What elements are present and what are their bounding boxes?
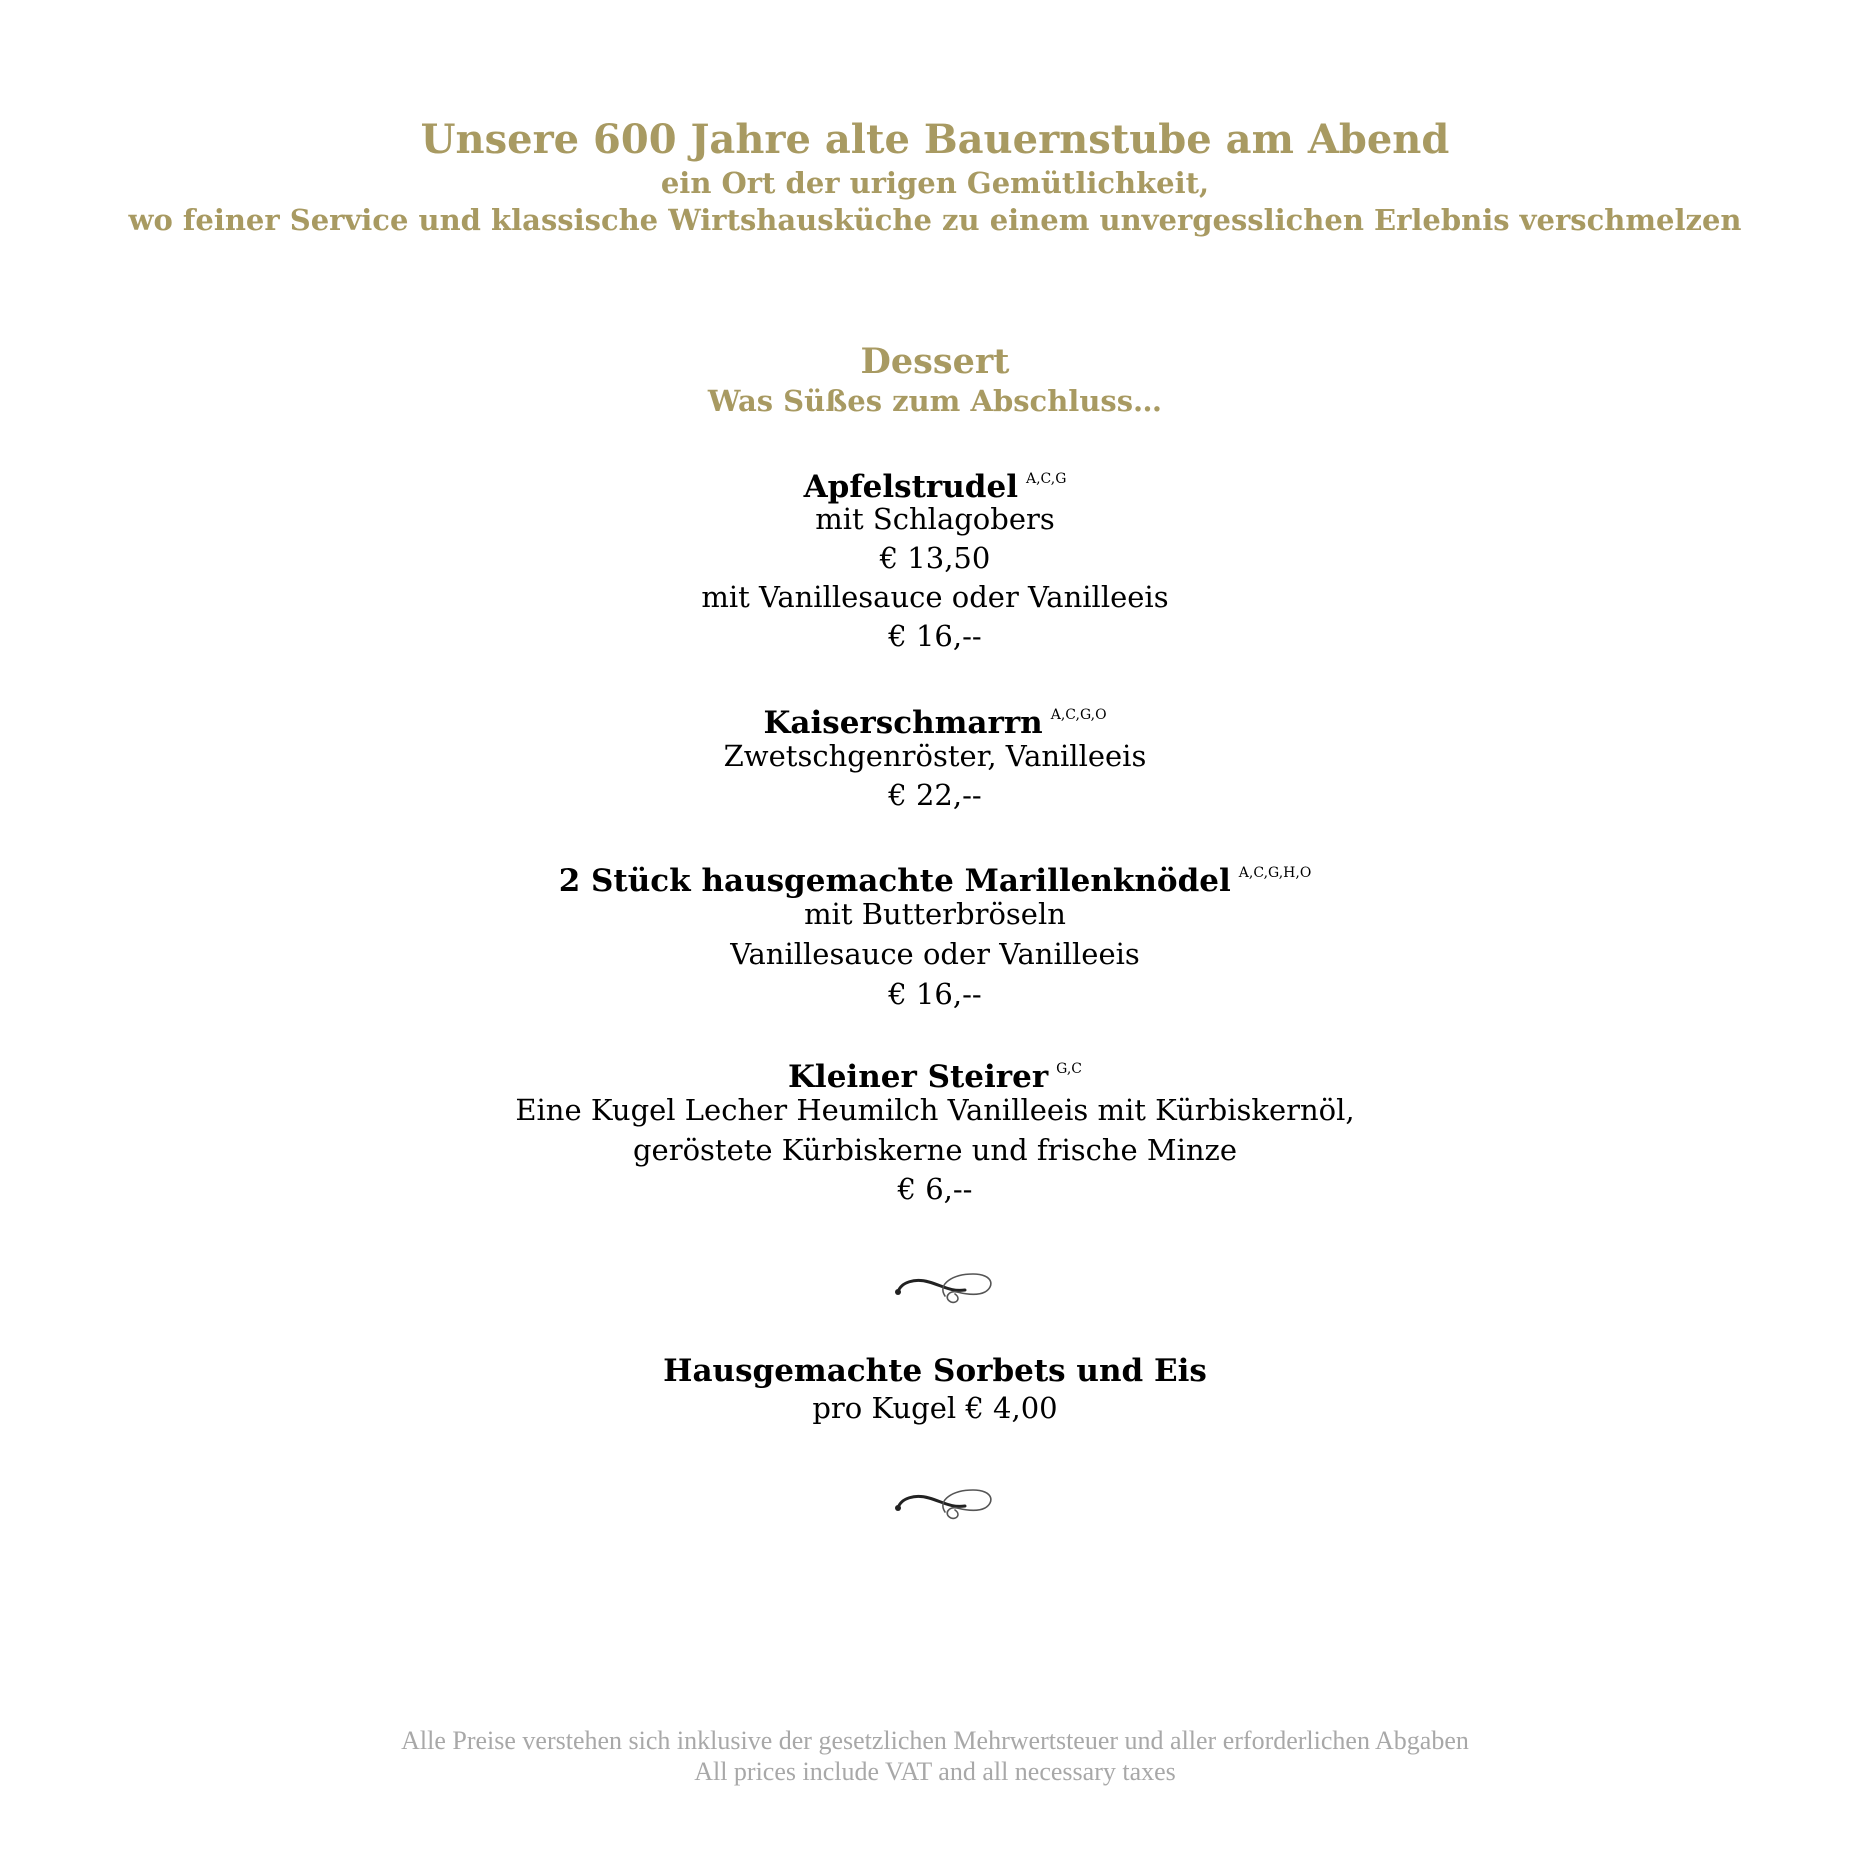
page-subtitle-2: wo feiner Service und klassische Wirtshausküche zu einem unvergesslichen Erlebnis verschmelzen (128, 203, 1742, 237)
footer-vat-note-de: Alle Preise verstehen sich inklusive der gesetzlichen Mehrwertsteuer und aller erforderlichen Abgaben (401, 1726, 1469, 1755)
menu-item-title: Kleiner Steirer (787, 1059, 1049, 1095)
flourish-divider-icon (893, 1262, 997, 1306)
menu-item-name (0, 1049, 1870, 1097)
menu-item-description: geröstete Kürbiskerne und frische Minze (632, 1133, 1237, 1167)
menu-item-price: € 6,-- (897, 1172, 973, 1206)
page-subtitle-1: ein Ort der urigen Gemütlichkeit, (660, 166, 1210, 200)
menu-item-description: Vanillesauce oder Vanilleeis (730, 937, 1140, 971)
page-title: Unsere 600 Jahre alte Bauernstube am Abend (420, 116, 1450, 163)
sorbets-price: pro Kugel € 4,00 (812, 1391, 1058, 1425)
menu-item-name (0, 853, 1870, 901)
menu-item-description: Eine Kugel Lecher Heumilch Vanilleeis mit Kürbiskernöl, (515, 1093, 1355, 1127)
menu-item-description: mit Schlagobers (815, 502, 1055, 536)
menu-item-title: Apfelstrudel (803, 469, 1018, 505)
menu-item-description: mit Butterbröseln (804, 897, 1066, 931)
menu-item-price: € 16,-- (888, 977, 982, 1011)
menu-item-price: € 13,50 (879, 541, 991, 575)
menu-item-name (0, 695, 1870, 743)
allergen-codes: A,C,G,H,O (1238, 865, 1312, 881)
menu-item-price: € 22,-- (888, 778, 982, 812)
allergen-codes: A,C,G,O (1050, 707, 1107, 723)
menu-item-description: Zwetschgenröster, Vanilleeis (723, 739, 1147, 773)
footer-vat-note-en: All prices include VAT and all necessary taxes (694, 1757, 1176, 1786)
menu-item-description: mit Vanillesauce oder Vanilleeis (701, 580, 1169, 614)
menu-item-price: € 16,-- (888, 619, 982, 653)
section-subtitle: Was Süßes zum Abschluss… (707, 384, 1163, 418)
section-title: Dessert (860, 341, 1010, 382)
allergen-codes: A,C,G (1025, 471, 1067, 487)
menu-item-title: Kaiserschmarrn (763, 705, 1043, 741)
sorbets-title: Hausgemachte Sorbets und Eis (663, 1353, 1207, 1389)
allergen-codes: G,C (1056, 1061, 1083, 1077)
menu-item-title: 2 Stück hausgemachte Marillenknödel (558, 863, 1231, 899)
flourish-divider-icon (893, 1478, 997, 1522)
